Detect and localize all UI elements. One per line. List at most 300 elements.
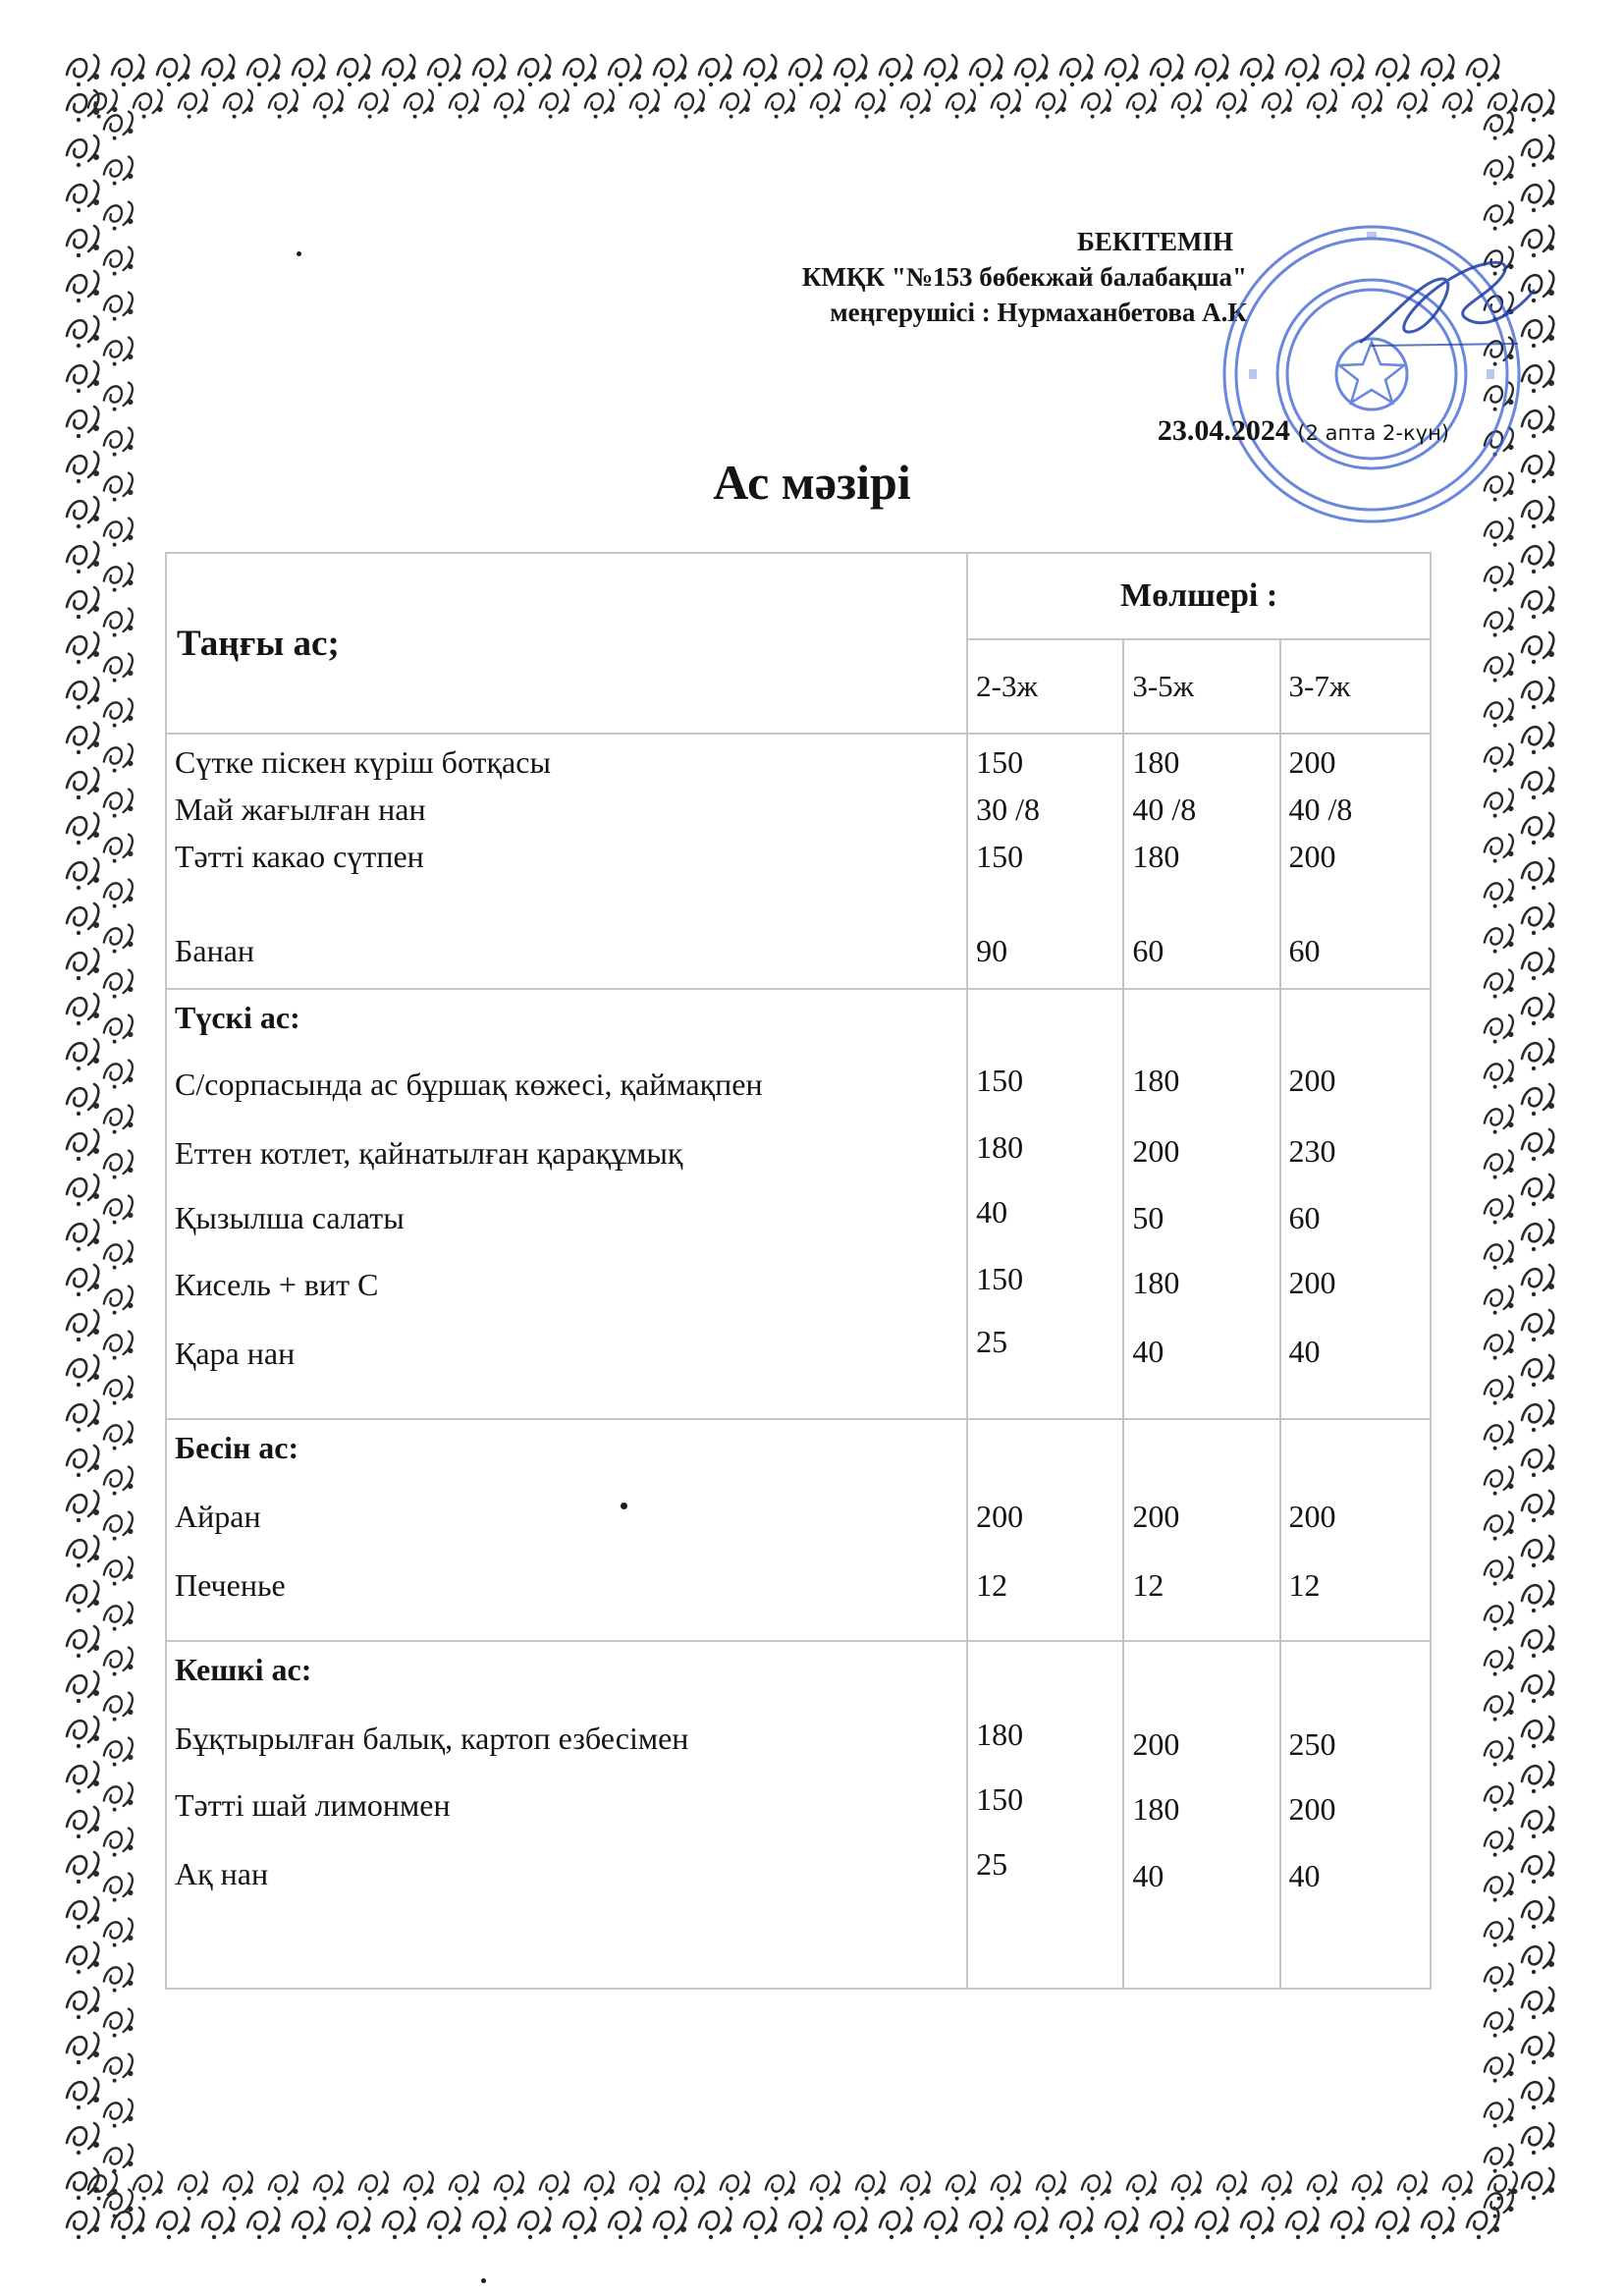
ornament-glyph — [1522, 678, 1554, 709]
ornament-glyph — [269, 90, 298, 119]
ornament-glyph — [67, 723, 99, 754]
ornament-glyph — [224, 2172, 253, 2201]
ornament-glyph — [1522, 1897, 1554, 1929]
ornament-glyph — [67, 678, 99, 709]
ornament-glyph — [1241, 2208, 1273, 2239]
portion-2-3: 12 — [976, 1567, 1008, 1603]
ornament-glyph — [383, 2208, 415, 2239]
date-note: (2 апта 2-күн) — [1297, 421, 1449, 445]
portion-3-7: 250 — [1288, 1726, 1336, 1762]
ornament-glyph — [1485, 2054, 1514, 2083]
ornament-glyph — [293, 2208, 325, 2239]
ornament-glyph — [1485, 1874, 1514, 1902]
ornament-glyph — [1485, 970, 1514, 999]
ornament-glyph — [67, 1897, 99, 1929]
ornament-glyph — [630, 90, 660, 119]
dish-name: Сүтке піскен күріш ботқасы — [175, 744, 551, 780]
ornament-glyph — [67, 136, 99, 167]
ornament-glyph — [744, 55, 777, 86]
ornament-glyph — [104, 1332, 134, 1360]
ornament-glyph — [1485, 1015, 1514, 1044]
ornament-glyph — [970, 55, 1002, 86]
ornament-glyph — [112, 2208, 144, 2239]
ornament-glyph — [1522, 542, 1554, 574]
ornament-glyph — [450, 90, 479, 119]
ornament-glyph — [1485, 2100, 1514, 2128]
ornament-glyph — [1172, 2172, 1202, 2201]
dish-name: Ақ нан — [175, 1856, 269, 1891]
dish-name: Бұқтырылған балық, картоп езбесімен — [175, 1721, 689, 1756]
ornament-glyph — [67, 1671, 99, 1703]
ornament-glyph — [314, 90, 344, 119]
ornament-glyph — [104, 1693, 134, 1722]
ornament-glyph — [67, 55, 99, 86]
ornament-glyph — [314, 2172, 344, 2201]
ornament-glyph — [67, 1762, 99, 1793]
ornament-glyph — [67, 1355, 99, 1387]
ornament-glyph — [789, 55, 822, 86]
dish-name: С/сорпасында ас бұршақ көжесі, қаймақпен — [175, 1066, 763, 1102]
ornament-glyph — [1443, 2172, 1473, 2201]
age-header-2-3: 2-3ж — [967, 639, 1123, 734]
ornament-glyph — [67, 316, 99, 348]
page-title: Ас мәзірі — [713, 455, 911, 510]
ornament-glyph — [67, 813, 99, 845]
ornament-glyph — [1522, 1942, 1554, 1974]
portion-3-5: 12 — [1132, 1567, 1164, 1603]
table-row-afternoon — [166, 1419, 1431, 1641]
portion-2-3: 25 — [976, 1846, 1008, 1882]
ornament-glyph — [1196, 55, 1228, 86]
ornament-glyph — [1308, 2172, 1337, 2201]
ornament-glyph — [104, 428, 134, 457]
age-header-3-5: 3-5ж — [1123, 639, 1279, 734]
ornament-glyph — [104, 1467, 134, 1496]
ornament-glyph — [856, 2172, 886, 2201]
ornament-glyph — [1522, 813, 1554, 845]
ornament-glyph — [1377, 2208, 1409, 2239]
ornament-glyph — [67, 1310, 99, 1341]
ornament-glyph — [104, 1241, 134, 1270]
ornament-glyph — [676, 90, 705, 119]
ornament-glyph — [67, 1626, 99, 1658]
portion-3-5: 180 — [1132, 1791, 1180, 1827]
ornament-glyph — [67, 768, 99, 799]
ornament-glyph — [1037, 2172, 1066, 2201]
ornament-glyph — [428, 2208, 460, 2239]
ornament-glyph — [901, 2172, 931, 2201]
portion-3-5: 40 — [1132, 1334, 1164, 1369]
ornament-glyph — [1060, 55, 1093, 86]
ornament-glyph — [540, 2172, 569, 2201]
ornament-glyph — [1522, 2078, 1554, 2109]
ornament-glyph — [1196, 2208, 1228, 2239]
ornament-glyph — [1522, 1988, 1554, 2019]
ornament-glyph — [104, 1151, 134, 1179]
ornament-glyph — [247, 55, 280, 86]
ornament-glyph — [1522, 1807, 1554, 1838]
ornament-glyph — [1106, 55, 1138, 86]
ornament-glyph — [1485, 1783, 1514, 1812]
ornament-glyph — [67, 949, 99, 980]
ornament-glyph — [67, 2208, 99, 2239]
ornament-glyph — [383, 55, 415, 86]
ornament-glyph — [104, 1377, 134, 1405]
ornament-glyph — [67, 1536, 99, 1567]
ornament-glyph — [1398, 90, 1428, 119]
ornament-glyph — [104, 1286, 134, 1315]
ornament-glyph — [947, 90, 976, 119]
ornament-glyph — [1485, 1286, 1514, 1315]
menu-date — [1158, 414, 1449, 448]
ornament-glyph — [1522, 1491, 1554, 1522]
ornament-glyph — [1522, 1039, 1554, 1070]
dish-name: Айран — [175, 1499, 261, 1534]
menu-table — [165, 552, 1432, 1990]
breakfast-header: Таңғы ас; — [166, 553, 967, 734]
ornament-glyph — [1485, 1241, 1514, 1270]
ornament-glyph — [67, 1807, 99, 1838]
ornament-glyph — [104, 2054, 134, 2083]
ornament-glyph — [1485, 1377, 1514, 1405]
ornament-glyph — [359, 2172, 389, 2201]
ornament-glyph — [1522, 1536, 1554, 1567]
ornament-glyph — [104, 564, 134, 592]
portion-3-5: 180 — [1132, 1265, 1180, 1300]
ornament-glyph — [67, 903, 99, 935]
ornament-glyph — [699, 2208, 731, 2239]
ornament-glyph — [1522, 1400, 1554, 1432]
ornament-glyph — [1082, 2172, 1111, 2201]
ornament-glyph — [1127, 90, 1157, 119]
ornament-glyph — [104, 1829, 134, 1857]
ornament-glyph — [1522, 994, 1554, 1025]
ornament-glyph — [67, 1446, 99, 1477]
ornament-glyph — [1127, 2172, 1157, 2201]
portion-3-7: 200 — [1288, 744, 1336, 780]
dish-name: Кисель + вит С — [175, 1267, 379, 1302]
portion-2-3: 30 /8 — [976, 792, 1041, 827]
ornament-glyph — [925, 55, 957, 86]
ornament-glyph — [202, 2208, 235, 2239]
ornament-glyph — [1485, 1648, 1514, 1676]
ornament-glyph — [104, 1919, 134, 1947]
ornament-glyph — [112, 55, 144, 86]
ornament-glyph — [585, 90, 615, 119]
ornament-glyph — [104, 2009, 134, 2038]
section-title-afternoon: Бесін ас: — [175, 1430, 299, 1465]
dish-name: Май жағылған нан — [175, 792, 426, 827]
ornament-glyph — [104, 157, 134, 186]
ornament-glyph — [1241, 55, 1273, 86]
ornament-glyph — [880, 2208, 912, 2239]
ornament-glyph — [104, 519, 134, 547]
portion-3-7: 230 — [1288, 1133, 1336, 1169]
ornament-glyph — [104, 654, 134, 683]
dish-name: Қызылша салаты — [175, 1200, 405, 1235]
ornament-glyph — [67, 1084, 99, 1116]
approval-organization: КМҚК "№153 бөбекжай балабақша" — [801, 262, 1247, 292]
ornament-glyph — [104, 880, 134, 908]
ornament-glyph — [104, 2145, 134, 2173]
scan-speck — [481, 2278, 486, 2283]
ornament-glyph — [676, 2172, 705, 2201]
ornament-glyph — [104, 1964, 134, 1993]
portion-3-5: 50 — [1132, 1200, 1164, 1235]
ornament-glyph — [1106, 2208, 1138, 2239]
ornament-glyph — [67, 271, 99, 302]
quantity-header: Мөлшері : — [967, 553, 1431, 639]
ornament-glyph — [202, 55, 235, 86]
ornament-glyph — [564, 55, 596, 86]
ornament-glyph — [1522, 587, 1554, 619]
ornament-glyph — [1467, 55, 1499, 86]
ornament-glyph — [67, 181, 99, 212]
portion-2-3: 200 — [976, 1499, 1024, 1534]
table-row-lunch — [166, 989, 1431, 1419]
ornament-glyph — [104, 1603, 134, 1631]
portion-2-3: 150 — [976, 839, 1024, 874]
ornament-glyph — [1485, 1106, 1514, 1134]
ornament-glyph — [1353, 90, 1382, 119]
ornament-glyph — [104, 1874, 134, 1902]
ornament-glyph — [789, 2208, 822, 2239]
ornament-glyph — [104, 383, 134, 411]
portion-2-3: 150 — [976, 1261, 1024, 1296]
portion-3-7: 40 — [1288, 1858, 1321, 1893]
ornament-glyph — [1485, 880, 1514, 908]
ornament-glyph — [1308, 90, 1337, 119]
portion-3-7: 200 — [1288, 839, 1336, 874]
ornament-glyph — [1286, 55, 1319, 86]
ornament-glyph — [67, 1129, 99, 1161]
ornament-glyph — [1485, 1964, 1514, 1993]
ornament-glyph — [654, 55, 686, 86]
ornament-glyph — [992, 2172, 1021, 2201]
ornament-glyph — [1331, 55, 1364, 86]
ornament-glyph — [104, 1512, 134, 1541]
ornament-glyph — [67, 2078, 99, 2109]
ornament-glyph — [104, 247, 134, 276]
ornament-glyph — [1522, 903, 1554, 935]
section-title-dinner: Кешкі ас: — [175, 1652, 312, 1687]
ornament-glyph — [104, 1061, 134, 1089]
ornament-glyph — [1082, 90, 1111, 119]
ornament-glyph — [699, 55, 731, 86]
ornament-glyph — [1522, 1671, 1554, 1703]
ornament-glyph — [1485, 1196, 1514, 1225]
ornament-glyph — [947, 2172, 976, 2201]
portion-3-5: 180 — [1132, 744, 1180, 780]
dish-name: Қара нан — [175, 1336, 296, 1371]
dish-name: Тәтті какао сүтпен — [175, 839, 424, 874]
ornament-glyph — [1485, 1467, 1514, 1496]
ornament-glyph — [1172, 90, 1202, 119]
ornament-glyph — [1522, 1852, 1554, 1884]
ornament-glyph — [1522, 1265, 1554, 1296]
ornament-glyph — [1485, 157, 1514, 186]
date-value: 23.04.2024 — [1157, 414, 1290, 447]
ornament-glyph — [88, 2172, 118, 2201]
portion-3-7: 40 — [1288, 1334, 1321, 1369]
dish-name: Тәтті шай лимонмен — [175, 1787, 451, 1823]
ornament-glyph — [1467, 2208, 1499, 2239]
portion-3-5: 40 /8 — [1132, 792, 1197, 827]
ornament-glyph — [1522, 949, 1554, 980]
ornament-glyph — [104, 1558, 134, 1586]
ornament-glyph — [67, 1175, 99, 1206]
ornament-glyph — [1485, 654, 1514, 683]
ornament-glyph — [1422, 2208, 1454, 2239]
ornament-glyph — [293, 55, 325, 86]
ornament-glyph — [1522, 858, 1554, 890]
ornament-glyph — [811, 2172, 840, 2201]
ornament-glyph — [518, 2208, 551, 2239]
ornament-glyph — [1522, 768, 1554, 799]
ornament-glyph — [1443, 90, 1473, 119]
ornament-glyph — [518, 55, 551, 86]
ornament-glyph — [721, 90, 750, 119]
ornament-glyph — [67, 1265, 99, 1296]
ornament-glyph — [67, 1039, 99, 1070]
ornament-glyph — [1522, 1175, 1554, 1206]
ornament-glyph — [67, 2123, 99, 2155]
ornament-glyph — [104, 1422, 134, 1450]
portion-3-7: 200 — [1288, 1063, 1336, 1098]
ornament-glyph — [67, 407, 99, 438]
ornament-glyph — [1218, 90, 1247, 119]
ornament-glyph — [1485, 112, 1514, 140]
ornament-glyph — [359, 90, 389, 119]
signature-mark — [1351, 251, 1538, 359]
ornament-glyph — [1485, 1829, 1514, 1857]
ornament-glyph — [1377, 55, 1409, 86]
ornament-glyph — [721, 2172, 750, 2201]
ornament-glyph — [338, 2208, 370, 2239]
ornament-glyph — [1485, 2009, 1514, 2038]
ornament-glyph — [1485, 564, 1514, 592]
ornament-glyph — [428, 55, 460, 86]
ornament-glyph — [473, 55, 506, 86]
ornament-glyph — [1485, 1603, 1514, 1631]
ornament-glyph — [67, 587, 99, 619]
age-header-3-7: 3-7ж — [1280, 639, 1431, 734]
ornament-glyph — [1522, 1762, 1554, 1793]
portion-2-3: 40 — [976, 1194, 1008, 1230]
table-row-breakfast — [166, 734, 1431, 989]
ornament-glyph — [1015, 55, 1048, 86]
ornament-glyph — [67, 1400, 99, 1432]
ornament-glyph — [1522, 632, 1554, 664]
portion-3-5: 200 — [1132, 1499, 1180, 1534]
approval-title: БЕКІТЕМІН — [1077, 227, 1233, 256]
ornament-glyph — [1485, 1422, 1514, 1450]
ornament-glyph — [1522, 90, 1554, 122]
ornament-glyph — [405, 90, 434, 119]
table-row-dinner — [166, 1641, 1431, 1989]
ornament-glyph — [247, 2208, 280, 2239]
ornament-glyph — [1522, 136, 1554, 167]
ornament-glyph — [1522, 1355, 1554, 1387]
ornament-glyph — [1522, 1084, 1554, 1116]
ornament-glyph — [1015, 2208, 1048, 2239]
portion-2-3: 90 — [976, 933, 1008, 968]
portion-3-5: 180 — [1132, 1063, 1180, 1098]
ornament-glyph — [1522, 2168, 1554, 2200]
ornament-glyph — [67, 1491, 99, 1522]
ornament-glyph — [495, 2172, 524, 2201]
ornament-glyph — [157, 2208, 189, 2239]
ornament-glyph — [88, 90, 118, 119]
ornament-glyph — [901, 90, 931, 119]
ornament-glyph — [1522, 2123, 1554, 2155]
portion-3-5: 200 — [1132, 1726, 1180, 1762]
ornament-glyph — [134, 90, 163, 119]
portion-3-7: 12 — [1288, 1567, 1321, 1603]
approval-head: меңгерушісі : Нурмаханбетова А.К — [830, 298, 1247, 327]
ornament-glyph — [104, 699, 134, 728]
ornament-glyph — [104, 1648, 134, 1676]
portion-2-3: 150 — [976, 744, 1024, 780]
ornament-glyph — [67, 1581, 99, 1613]
ornament-glyph — [766, 90, 795, 119]
ornament-glyph — [1522, 1717, 1554, 1748]
dish-name: Еттен котлет, қайнатылған қарақұмық — [175, 1135, 683, 1171]
ornament-glyph — [1263, 2172, 1292, 2201]
ornament-glyph — [67, 1942, 99, 1974]
ornament-glyph — [495, 90, 524, 119]
dish-name: Печенье — [175, 1567, 286, 1603]
ornament-glyph — [609, 2208, 641, 2239]
ornament-glyph — [104, 970, 134, 999]
ornament-glyph — [1522, 1626, 1554, 1658]
ornament-glyph — [811, 90, 840, 119]
portion-3-5: 40 — [1132, 1858, 1164, 1893]
ornament-glyph — [179, 2172, 208, 2201]
ornament-glyph — [564, 2208, 596, 2239]
ornament-glyph — [104, 925, 134, 954]
ornament-glyph — [104, 293, 134, 321]
ornament-glyph — [1218, 2172, 1247, 2201]
ornament-glyph — [157, 55, 189, 86]
dish-name: Банан — [175, 933, 255, 968]
ornament-glyph — [104, 112, 134, 140]
ornament-glyph — [1522, 1310, 1554, 1341]
ornament-glyph — [179, 90, 208, 119]
ornament-glyph — [856, 90, 886, 119]
portion-2-3: 150 — [976, 1781, 1024, 1817]
ornament-glyph — [224, 90, 253, 119]
ornament-glyph — [67, 542, 99, 574]
ornament-glyph — [1522, 2033, 1554, 2064]
portion-2-3: 180 — [976, 1129, 1024, 1165]
portion-3-7: 200 — [1288, 1791, 1336, 1827]
portion-2-3: 25 — [976, 1324, 1008, 1359]
ornament-glyph — [1485, 1332, 1514, 1360]
ornament-glyph — [1151, 2208, 1183, 2239]
ornament-glyph — [970, 2208, 1002, 2239]
portion-3-7: 200 — [1288, 1499, 1336, 1534]
ornament-glyph — [1485, 925, 1514, 954]
ornament-glyph — [1522, 1129, 1554, 1161]
ornament-glyph — [1286, 2208, 1319, 2239]
ornament-glyph — [1398, 2172, 1428, 2201]
ornament-glyph — [104, 1196, 134, 1225]
ornament-glyph — [104, 1783, 134, 1812]
ornament-glyph — [67, 2033, 99, 2064]
ornament-glyph — [744, 2208, 777, 2239]
ornament-glyph — [540, 90, 569, 119]
